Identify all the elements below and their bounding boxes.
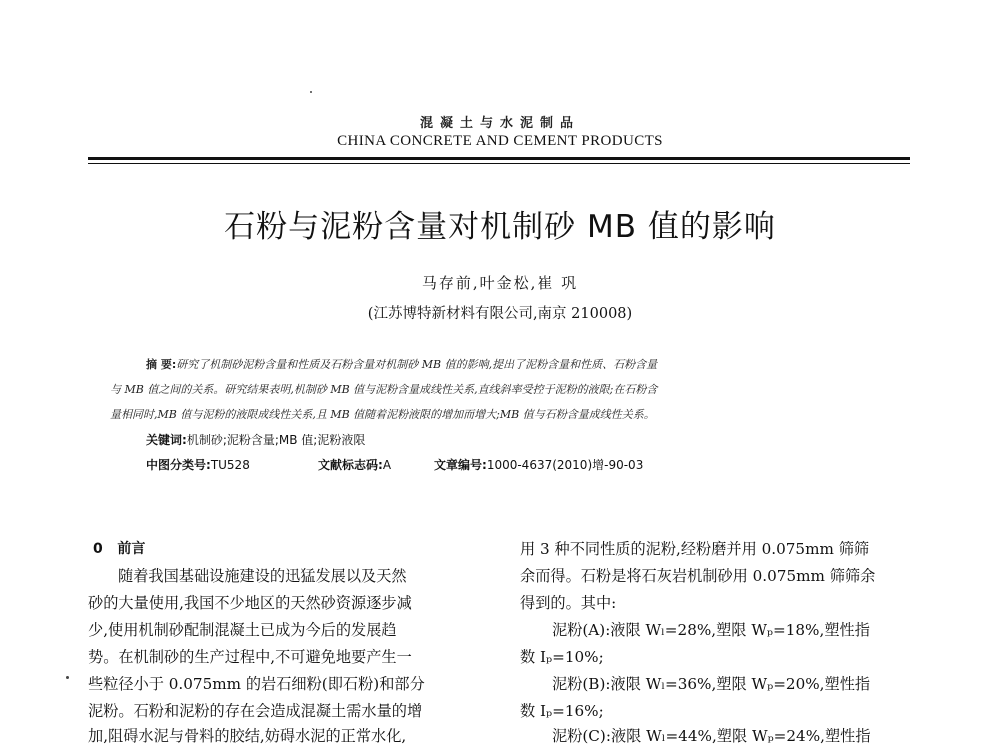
body-line: 些粒径小于 0.075mm 的岩石细粉(即石粉)和部分 [88,675,425,693]
section-heading [93,538,145,558]
body-line: 少,使用机制砂配制混凝土已成为今后的发展趋 [88,621,397,639]
journal-name-en: CHINA CONCRETE AND CEMENT PRODUCTS [337,133,663,149]
abstract-line-2: 与 MB 值之间的关系。研究结果表明,机制砂 MB 值与泥粉含量成线性关系,直线斜率受控于泥粉的液限;在石粉含 [110,383,658,396]
body-line: 数 Iₚ=10%; [520,648,604,666]
header-rule-thin [88,163,910,164]
article-id-field: 文章编号:1000-4637(2010)增-90-03 [434,458,644,472]
body-line: 余而得。石粉是将石灰岩机制砂用 0.075mm 筛筛余 [520,567,876,585]
article-title: 石粉与泥粉含量对机制砂 MB 值的影响 [224,209,776,245]
body-line: 加,阻碍水泥与骨料的胶结,妨碍水泥的正常水化, [88,727,407,745]
body-line: 随着我国基础设施建设的迅猛发展以及天然 [118,567,407,585]
abstract-label: 摘 要: [146,358,177,371]
journal-name-cn: 混凝土与水泥制品 [419,116,580,131]
body-line: 用 3 种不同性质的泥粉,经粉磨并用 0.075mm 筛筛 [520,540,870,558]
header-rule-thick [88,157,910,160]
keywords-text: 机制砂;泥粉含量;MB 值;泥粉液限 [186,433,366,447]
doc-code-field: 文献标志码:A [318,458,392,472]
scan-speck [66,676,69,679]
abstract-line-1: 摘 要:研究了机制砂泥粉含量和性质及石粉含量对机制砂 MB 值的影响,提出了泥粉含量和性质、石粉含量 [146,358,658,371]
section-title: 前言 [117,541,146,557]
body-line: 泥粉(A):液限 Wₗ=28%,塑限 Wₚ=18%,塑性指 [552,621,870,639]
body-line: 泥粉。石粉和泥粉的存在会造成混凝土需水量的增 [88,702,423,720]
author-list: 马存前,叶金松,崔 巩 [421,274,579,292]
clc-field: 中图分类号:TU528 [146,458,250,472]
scan-speck [310,91,312,93]
abstract-line-3: 量相同时,MB 值与泥粉的液限成线性关系,且 MB 值随着泥粉液限的增加而增大;MB 值与石粉含量成线性关系。 [110,408,655,421]
keywords-line [146,431,365,448]
body-line: 泥粉(C):液限 Wₗ=44%,塑限 Wₚ=24%,塑性指 [552,727,871,745]
body-line: 势。在机制砂的生产过程中,不可避免地要产生一 [88,648,412,666]
section-number: 0 [93,541,103,557]
body-line: 数 Iₚ=16%; [520,702,604,720]
affiliation: (江苏博特新材料有限公司,南京 210008) [367,306,633,322]
body-line: 得到的。其中: [520,594,617,612]
body-line: 泥粉(B):液限 Wₗ=36%,塑限 Wₚ=20%,塑性指 [552,675,871,693]
keywords-label: 关键词: [146,433,187,447]
body-line: 砂的大量使用,我国不少地区的天然砂资源逐步减 [88,594,412,612]
